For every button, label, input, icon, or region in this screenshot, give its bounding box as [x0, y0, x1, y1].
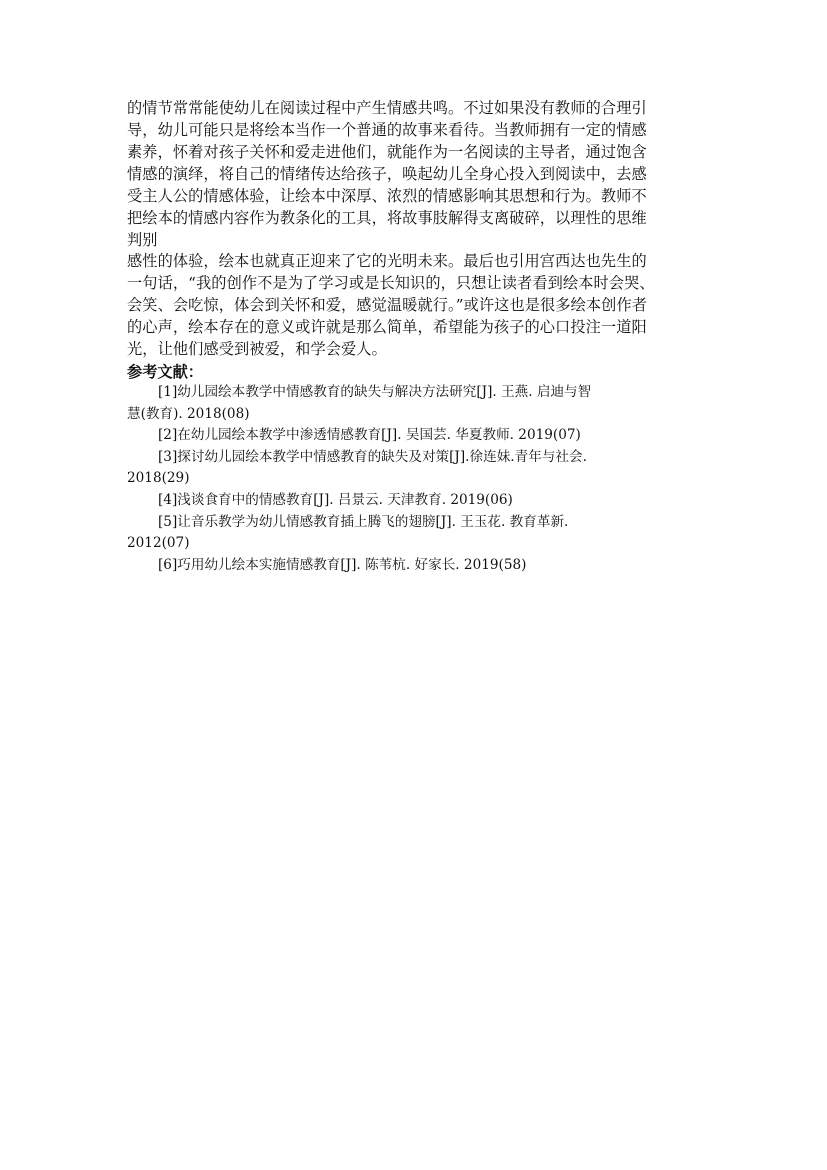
paragraph-line: 判别 — [127, 231, 158, 249]
paragraph-line: 感性的体验，绘本也就真正迎来了它的光明未来。最后也引用宫西达也先生的 — [127, 252, 647, 270]
paragraph-line: 一句话，“我的创作不是为了学习或是长知识的，只想让读者看到绘本时会哭、 — [127, 274, 655, 292]
paragraph-line: 光，让他们感受到被爱，和学会爱人。 — [127, 340, 387, 358]
paragraph-line: 导，幼儿可能只是将绘本当作一个普通的故事来看待。当教师拥有一定的情感 — [127, 121, 647, 139]
paragraph-2 — [127, 250, 702, 360]
paragraph-line: 把绘本的情感内容作为教条化的工具，将故事肢解得支离破碎，以理性的思维 — [127, 209, 647, 227]
paragraph-line: 的心声，绘本存在的意义或许就是那么简单，希望能为孩子的心口投注一道阳 — [127, 318, 647, 336]
reference-line: 2012(07) — [127, 535, 190, 552]
paragraph-line: 受主人公的情感体验，让绘本中深厚、浓烈的情感影响其思想和行为。教师不 — [127, 187, 647, 205]
reference-line: [1]幼儿园绘本教学中情感教育的缺失与解决方法研究[J]. 王燕. 启迪与智 — [158, 384, 592, 400]
reference-line: 慧(教育). 2018(08) — [127, 405, 250, 422]
reference-line: 2018(29) — [127, 470, 190, 487]
reference-line: [3]探讨幼儿园绘本教学中情感教育的缺失及对策[J].徐连妹.青年与社会. — [158, 448, 587, 465]
reference-line: [2]在幼儿园绘本教学中渗透情感教育[J]. 吴国芸. 华夏教师. 2019(07) — [158, 427, 581, 444]
paragraph-line: 素养，怀着对孩子关怀和爱走进他们，就能作为一名阅读的主导者，通过饱含 — [127, 143, 647, 161]
references-heading: 参考文献： — [127, 363, 203, 381]
reference-line: [5]让音乐教学为幼儿情感教育插上腾飞的翅膀[J]. 王玉花. 教育革新. — [158, 513, 569, 530]
references-section — [127, 362, 702, 576]
paragraph-line: 的情节常常能使幼儿在阅读过程中产生情感共鸣。不过如果没有教师的合理引 — [127, 99, 647, 117]
reference-line: [6]巧用幼儿绘本实施情感教育[J]. 陈苇杭. 好家长. 2019(58) — [158, 556, 527, 573]
paragraph-1 — [127, 97, 702, 251]
paragraph-line: 情感的演绎，将自己的情绪传达给孩子，唤起幼儿全身心投入到阅读中，去感 — [127, 165, 647, 183]
paragraph-line: 会笑、会吃惊，体会到关怀和爱，感觉温暖就行。”或许这也是很多绘本创作者 — [127, 296, 648, 314]
reference-line: [4]浅谈食育中的情感教育[J]. 吕景云. 天津教育. 2019(06) — [158, 491, 513, 508]
